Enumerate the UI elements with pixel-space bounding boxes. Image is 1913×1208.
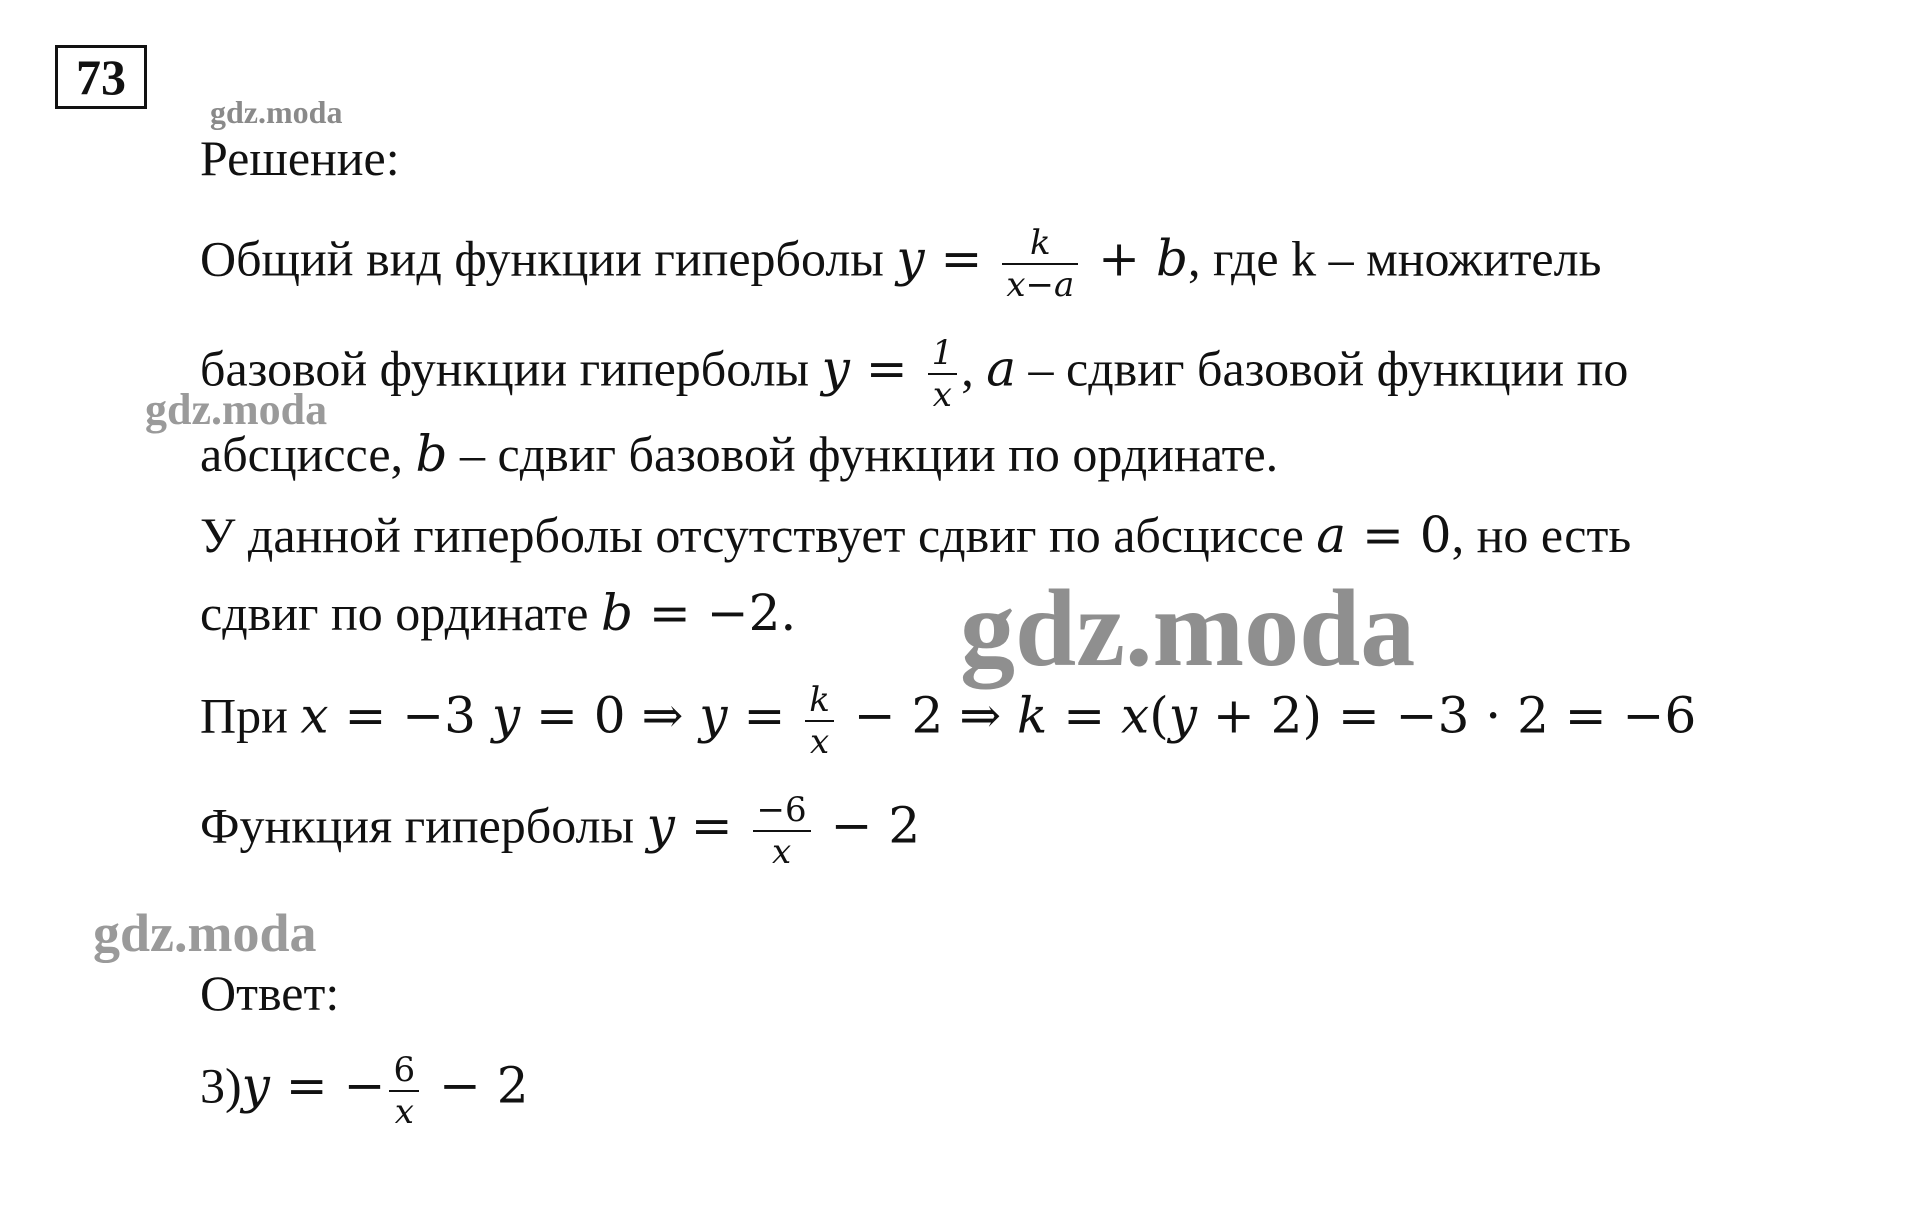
math-var: k (1017, 686, 1048, 745)
math-expr: − 2 (423, 1056, 529, 1115)
text: При (200, 687, 301, 744)
fraction-denominator: x (772, 832, 792, 872)
answer-heading: Ответ: (200, 965, 340, 1021)
math-var: b (601, 584, 634, 642)
text: У данной гиперболы отсутствует сдвиг по абсциссе (200, 507, 1317, 563)
text: сдвиг по ординате (200, 585, 602, 641)
math-op: = − (269, 1056, 386, 1115)
math-op: = (849, 339, 924, 398)
math-expr: − 2 (814, 796, 921, 855)
fraction-numerator: k (805, 680, 834, 722)
fraction (1002, 223, 1078, 305)
answer-line (200, 1050, 529, 1132)
math-op: = (924, 229, 999, 288)
text: абсциссе, (200, 426, 416, 482)
answer-label: 3) (200, 1057, 242, 1114)
solution-heading: Решение: (200, 130, 400, 186)
watermark: gdz.moda (960, 567, 1416, 689)
math-var: b (1155, 229, 1188, 288)
watermark: gdz.moda (93, 903, 317, 963)
solution-line-2 (200, 333, 1628, 415)
watermark: gdz.moda (210, 94, 343, 130)
math-var: x (300, 686, 329, 745)
math-expr: = 0 ⇒ (520, 686, 700, 745)
math-op: + (1082, 229, 1156, 288)
math-expr: + 2) = −3 · 2 = −6 (1197, 686, 1697, 745)
solution-line-5 (200, 583, 796, 643)
text: базовой функции гиперболы (200, 340, 822, 397)
text: – сдвиг базовой функции по ординате. (447, 426, 1279, 482)
solution-line-3 (200, 424, 1278, 484)
fraction-numerator: 1 (928, 333, 958, 375)
math-var: x (1121, 686, 1150, 745)
watermark: gdz.moda (145, 385, 328, 434)
fraction-denominator: x (394, 1092, 414, 1132)
math-var: y (896, 229, 925, 288)
math-expr: = −2. (633, 584, 797, 642)
text: , где k – множитель (1187, 230, 1602, 287)
math-var: a (986, 339, 1017, 398)
fraction-denominator: x (809, 722, 830, 762)
math-op: ( (1149, 686, 1169, 745)
text: Общий вид функции гиперболы (200, 230, 897, 287)
math-var: y (646, 796, 675, 855)
text: Функция гиперболы (200, 797, 647, 854)
math-var: y (1168, 686, 1197, 745)
math-var: y (821, 339, 850, 398)
fraction-denominator: x−a (1006, 265, 1075, 305)
fraction-numerator: −6 (753, 790, 811, 832)
solution-line-4 (200, 505, 1631, 565)
math-var: a (1316, 506, 1347, 564)
math-expr: = −3 (328, 686, 492, 745)
math-expr: = 0 (1346, 506, 1452, 564)
math-var: y (699, 686, 728, 745)
solution-line-1 (200, 223, 1601, 305)
problem-number: 73 (55, 45, 147, 109)
fraction-numerator: k (1002, 223, 1078, 265)
math-op: = (727, 686, 802, 745)
math-op: = (1047, 686, 1122, 745)
text: , (961, 340, 987, 397)
fraction (389, 1050, 419, 1132)
text: , но есть (1451, 507, 1632, 563)
fraction (805, 680, 834, 762)
math-expr: − 2 ⇒ (837, 686, 1018, 745)
math-var: y (241, 1056, 270, 1115)
fraction-denominator: x (932, 375, 952, 415)
math-op: = (674, 796, 749, 855)
text: – сдвиг базовой функции по (1016, 340, 1629, 397)
fraction-numerator: 6 (389, 1050, 419, 1092)
fraction (753, 790, 811, 872)
math-var: y (491, 686, 521, 745)
fraction (928, 333, 958, 415)
math-var: b (415, 425, 448, 483)
solution-line-6 (200, 680, 1696, 762)
solution-line-7 (200, 790, 920, 872)
